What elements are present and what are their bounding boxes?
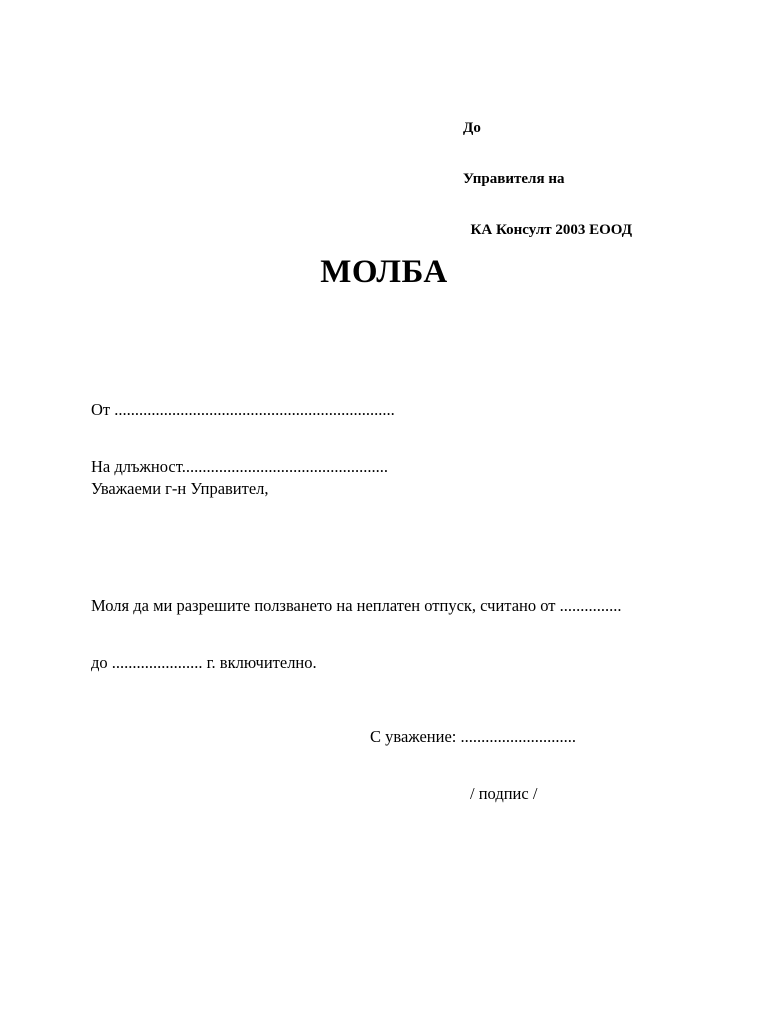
request-body — [91, 558, 621, 710]
greeting: Уважаеми г-н Управител, — [91, 479, 269, 498]
sender-position-line: На длъжност.................................................. — [91, 457, 388, 476]
request-body-line-1: Моля да ми разрешите ползването на неплатен отпуск, считано от ............... — [91, 596, 622, 615]
signature-regards-line: С уважение: ............................ — [370, 727, 576, 746]
signature-caption: / подпис / — [470, 784, 538, 803]
sender-from-line: От .................................................................... — [91, 400, 395, 419]
signature-block — [370, 689, 576, 841]
document-title: МОЛБА — [320, 254, 448, 290]
request-body-line-2: до ...................... г. включително. — [91, 653, 317, 672]
addressee-to: До — [463, 120, 481, 136]
addressee-title: Управителя на — [463, 171, 565, 187]
addressee-block — [463, 86, 632, 273]
addressee-company: КА Консулт 2003 ЕООД — [463, 222, 633, 238]
